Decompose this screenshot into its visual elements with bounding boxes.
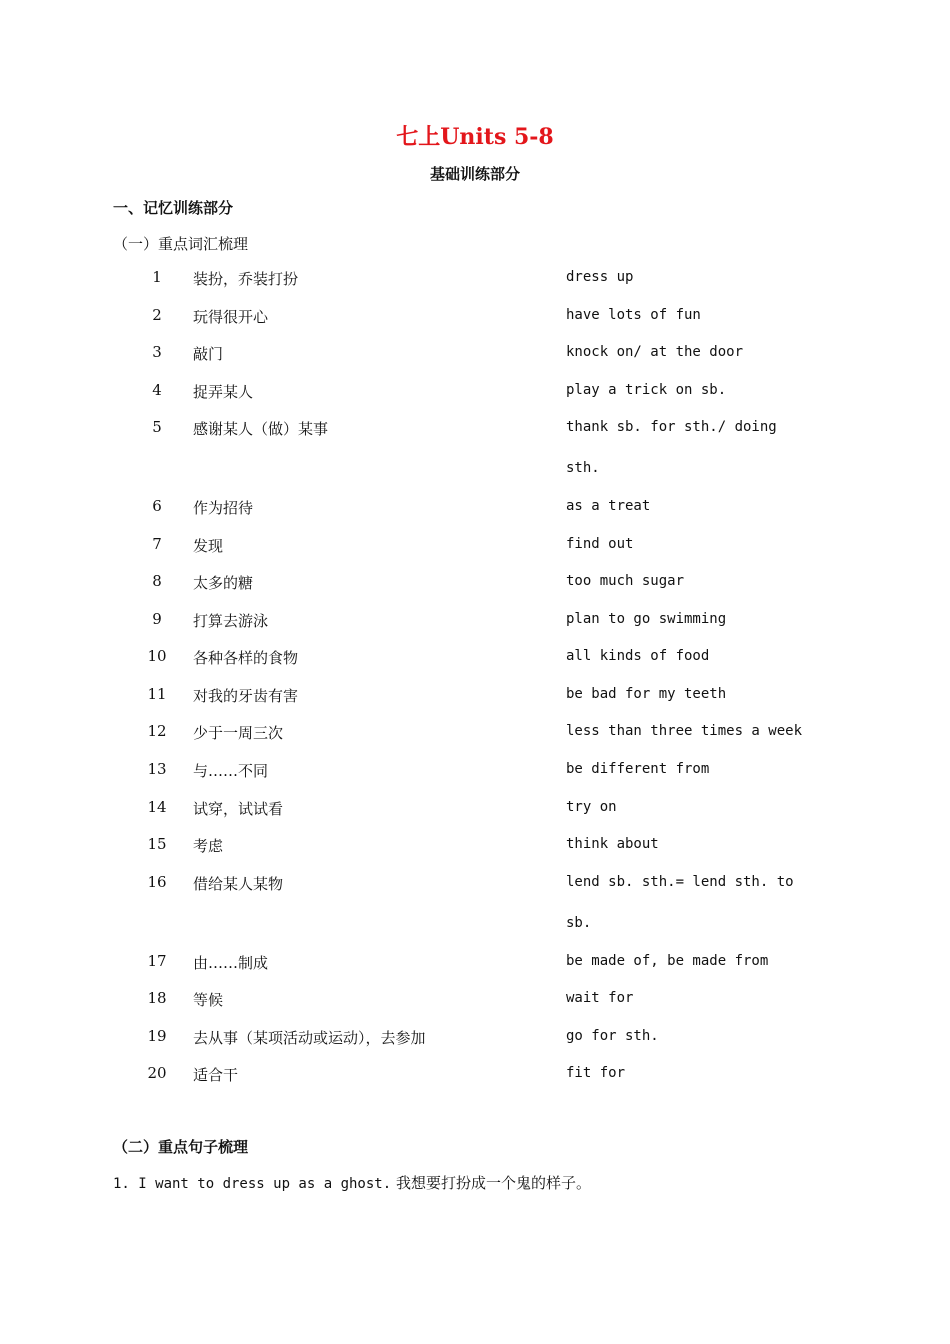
item-number: 11 [147,685,167,703]
item-number: 18 [147,989,167,1007]
page-title: 七上Units 5-8 [396,124,554,150]
item-chinese: 借给某人某物 [193,875,284,893]
item-number: 10 [147,647,167,665]
item-number: 12 [147,722,167,740]
item-number: 7 [152,535,162,553]
item-number: 1 [152,268,162,286]
item-english: have lots of fun [566,307,701,323]
item-number: 4 [152,381,162,399]
item-english: as a treat [566,498,651,514]
item-english: less than three times a week [566,723,803,739]
item-english: go for sth. [566,1028,659,1044]
item-number: 16 [147,873,167,891]
item-chinese: 试穿，试试看 [193,800,284,818]
item-english: think about [566,836,659,852]
item-english: plan to go swimming [566,611,727,627]
item-chinese: 与……不同 [193,762,269,780]
item-chinese: 各种各样的食物 [193,649,299,667]
item-chinese: 适合干 [193,1066,239,1084]
item-number: 19 [147,1027,167,1045]
item-chinese: 装扮，乔装打扮 [193,270,299,288]
item-number: 5 [152,418,162,436]
item-number: 6 [152,497,162,515]
item-number: 2 [152,306,162,324]
item-english: be different from [566,761,710,777]
item-number: 17 [147,952,167,970]
section-heading-memory: 一、记忆训练部分 [113,199,234,217]
sentence-english: 1. I want to dress up as a ghost. [113,1176,392,1192]
item-chinese: 对我的牙齿有害 [193,687,299,705]
item-english: try on [566,799,617,815]
sentence-item [113,1172,591,1193]
item-chinese: 捉弄某人 [193,383,254,401]
item-english: thank sb. for sth./ doing sth. [566,419,777,476]
item-chinese: 去从事（某项活动或运动），去参加 [193,1029,426,1047]
section-heading-sentences: （二）重点句子梳理 [113,1138,249,1156]
item-number: 15 [147,835,167,853]
item-english: play a trick on sb. [566,382,727,398]
item-chinese: 打算去游泳 [193,612,269,630]
item-chinese: 感谢某人（做）某事 [193,420,329,438]
page-subtitle: 基础训练部分 [429,165,520,183]
item-number: 9 [152,610,162,628]
item-chinese: 作为招待 [193,499,254,517]
item-number: 14 [147,798,167,816]
item-number: 13 [147,760,167,778]
item-chinese: 太多的糖 [193,574,254,592]
item-chinese: 由……制成 [193,954,269,972]
item-english: all kinds of food [566,648,710,664]
item-chinese: 发现 [193,537,224,555]
item-chinese: 少于一周三次 [193,724,284,742]
sub-heading-vocabulary: （一）重点词汇梳理 [113,235,249,253]
item-chinese: 等候 [193,991,224,1009]
item-english: lend sb. sth.= lend sth. to sb. [566,874,794,931]
item-english: knock on/ at the door [566,344,744,360]
item-english: fit for [566,1065,626,1081]
item-english: too much sugar [566,573,685,589]
item-english: dress up [566,269,634,285]
item-number: 20 [147,1064,167,1082]
item-number: 8 [152,572,162,590]
item-english: be made of, be made from [566,953,769,969]
item-english: wait for [566,990,634,1006]
sentence-chinese: 我想要打扮成一个鬼的样子。 [395,1174,591,1192]
item-chinese: 考虑 [193,837,224,855]
item-chinese: 敲门 [193,345,224,363]
item-number: 3 [152,343,162,361]
item-chinese: 玩得很开心 [193,308,269,326]
item-english: find out [566,536,634,552]
item-english: be bad for my teeth [566,686,727,702]
